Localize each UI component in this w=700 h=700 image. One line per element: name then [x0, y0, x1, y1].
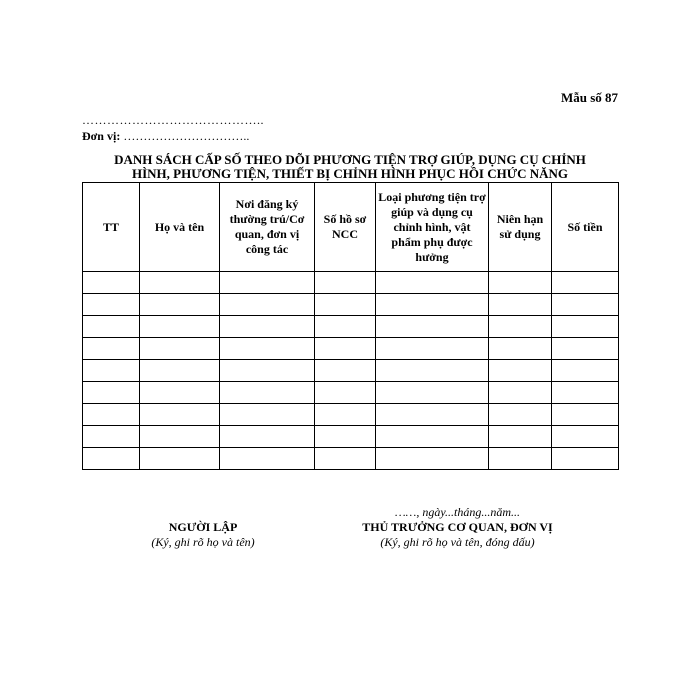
table-cell [140, 316, 220, 338]
preparer-signature-block [108, 520, 298, 550]
table-cell [552, 426, 619, 448]
preparer-note: (Ký, ghi rõ họ và tên) [151, 535, 255, 549]
table-cell [140, 272, 220, 294]
table-cell [315, 404, 376, 426]
table-cell [140, 382, 220, 404]
head-role: THỦ TRƯỞNG CƠ QUAN, ĐƠN VỊ [362, 520, 553, 534]
table-cell [489, 426, 552, 448]
table-cell [220, 404, 315, 426]
table-cell [552, 404, 619, 426]
table-cell [552, 382, 619, 404]
table-cell [315, 448, 376, 470]
list-table [82, 182, 619, 470]
table-cell [140, 338, 220, 360]
table-cell [220, 360, 315, 382]
table-cell [83, 294, 140, 316]
table-cell [552, 272, 619, 294]
table-cell [552, 316, 619, 338]
table-cell [140, 448, 220, 470]
table-row [83, 338, 619, 360]
title-line-1: DANH SÁCH CẤP SỐ THEO DÕI PHƯƠNG TIỆN TRỢ GIÚP, DỤNG CỤ CHỈNH [114, 152, 586, 167]
table-cell [315, 426, 376, 448]
table-header-row [83, 183, 619, 272]
date-line: ……, ngày...tháng...năm... [394, 505, 520, 519]
table-cell [489, 316, 552, 338]
table-row [83, 404, 619, 426]
header-amount: Số tiền [552, 183, 619, 272]
table-cell [315, 272, 376, 294]
head-signature-block [330, 505, 585, 550]
table-cell [489, 294, 552, 316]
head-note: (Ký, ghi rõ họ và tên, đóng dấu) [380, 535, 535, 549]
table-cell [83, 272, 140, 294]
table-cell [489, 272, 552, 294]
table-cell [140, 360, 220, 382]
agency-name-placeholder: …………………………………….. [82, 113, 264, 127]
header-tt: TT [83, 183, 140, 272]
document-title [82, 153, 618, 181]
table-cell [220, 338, 315, 360]
table-row [83, 382, 619, 404]
table-cell [140, 404, 220, 426]
table-cell [220, 382, 315, 404]
preparer-role: NGƯỜI LẬP [168, 520, 238, 534]
table-row [83, 294, 619, 316]
table-cell [83, 404, 140, 426]
table-cell [83, 316, 140, 338]
table-cell [489, 448, 552, 470]
table-cell [376, 272, 489, 294]
form-number: Mẫu số 87 [560, 90, 618, 105]
header-device-type: Loại phương tiện trợ giúp và dụng cụ chỉnh hình, vật phẩm phụ được hưởng [376, 183, 489, 272]
table-cell [376, 338, 489, 360]
table-row [83, 316, 619, 338]
unit-placeholder: ………………………….. [120, 129, 250, 143]
table-cell [83, 360, 140, 382]
unit-label: Đơn vị: [82, 129, 121, 143]
table-cell [315, 382, 376, 404]
table-body [83, 272, 619, 470]
table-cell [315, 338, 376, 360]
unit-line [82, 129, 249, 144]
table-cell [83, 448, 140, 470]
table-cell [376, 404, 489, 426]
table-cell [83, 426, 140, 448]
table-cell [376, 382, 489, 404]
table-row [83, 426, 619, 448]
table-cell [220, 448, 315, 470]
table-cell [315, 316, 376, 338]
table-row [83, 448, 619, 470]
table-cell [552, 338, 619, 360]
table-cell [83, 338, 140, 360]
table-cell [489, 338, 552, 360]
table-cell [489, 382, 552, 404]
title-line-2: HÌNH, PHƯƠNG TIỆN, THIẾT BỊ CHỈNH HÌNH PHỤC HỒI CHỨC NĂNG [131, 166, 569, 181]
table-cell [376, 316, 489, 338]
table-cell [376, 448, 489, 470]
table-cell [552, 294, 619, 316]
table-cell [220, 316, 315, 338]
table-cell [315, 294, 376, 316]
table-cell [489, 360, 552, 382]
table-cell [552, 360, 619, 382]
table-cell [140, 294, 220, 316]
table-cell [376, 426, 489, 448]
header-usage-period: Niên hạn sử dụng [489, 183, 552, 272]
header-full-name: Họ và tên [140, 183, 220, 272]
table-cell [140, 426, 220, 448]
header-file-number: Số hồ sơ NCC [315, 183, 376, 272]
table-row [83, 360, 619, 382]
table-cell [376, 360, 489, 382]
table-row [83, 272, 619, 294]
header-residence: Nơi đăng ký thường trú/Cơ quan, đơn vị công tác [220, 183, 315, 272]
table-cell [220, 426, 315, 448]
table-cell [376, 294, 489, 316]
table-cell [489, 404, 552, 426]
table-cell [83, 382, 140, 404]
table-cell [220, 272, 315, 294]
table-cell [315, 360, 376, 382]
table-cell [552, 448, 619, 470]
table-cell [220, 294, 315, 316]
